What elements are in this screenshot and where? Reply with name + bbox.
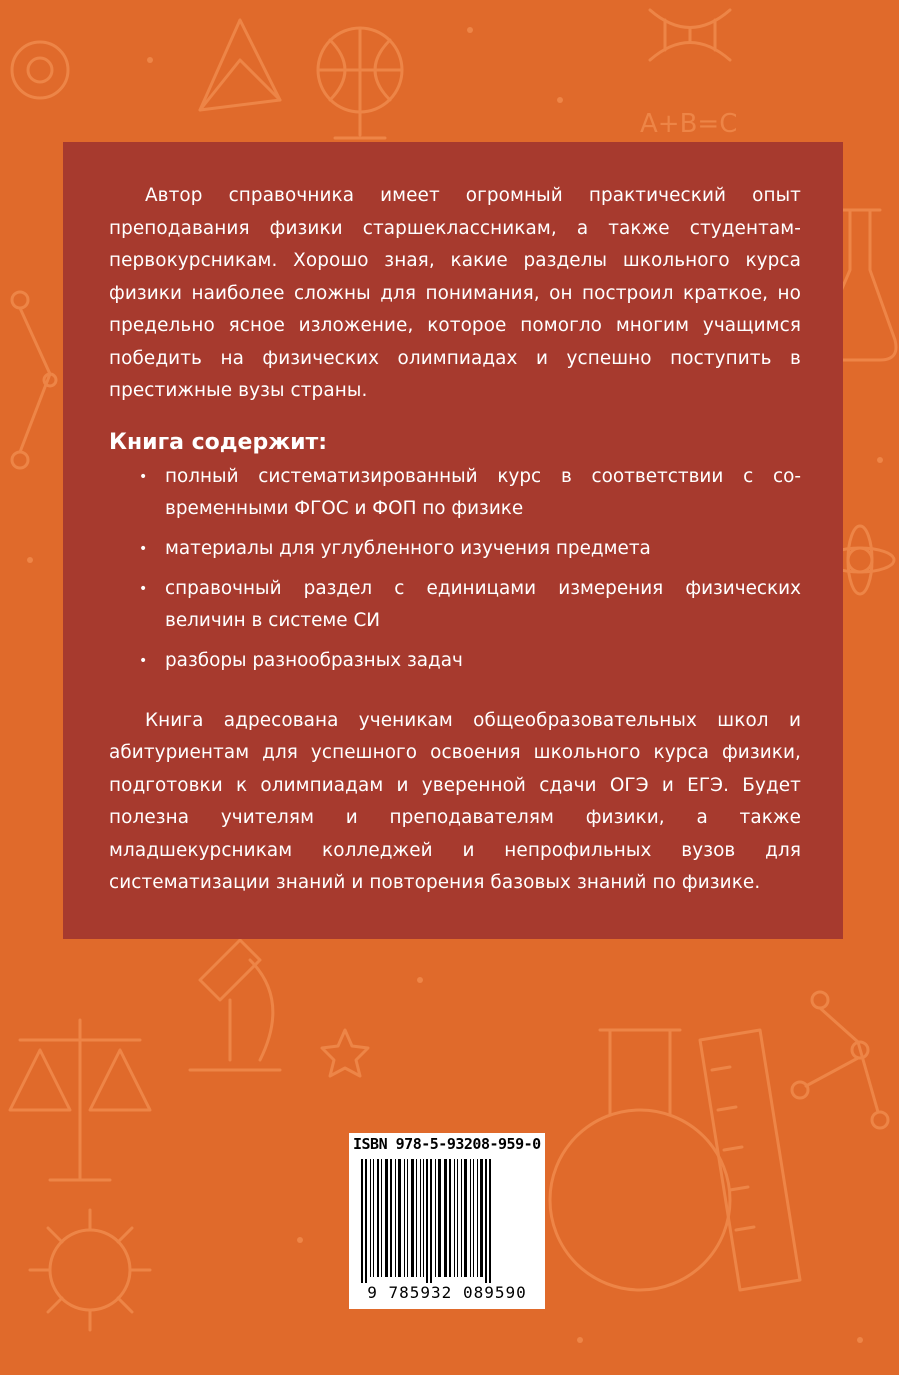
barcode-bar (449, 1159, 451, 1277)
barcode-bar (489, 1159, 491, 1283)
barcode-bar (470, 1159, 471, 1277)
barcode-bar (464, 1159, 467, 1277)
virus-icon (30, 1210, 150, 1330)
audience-paragraph: Книга адресована ученикам общеобразовательных школ и абитуриентам для успешного освоения школьного курса физики, подготовки к олимпиадам и уверенной сдачи ОГЭ и ЕГЭ. Будет полезна учителям и преподавателям физики, а также младшекурсникам колледжей и непрофильных вузов для систематизации знаний и повторения базовых знаний по физике. (109, 709, 801, 893)
round-flask-icon (550, 1030, 730, 1290)
barcode-bar (407, 1159, 408, 1277)
barcode-bar (423, 1159, 424, 1277)
list-item: • полный систематизированный курс в соответствии с современными ФГОС и ФОП по физике (139, 461, 801, 525)
barcode-bar (365, 1159, 367, 1283)
molecule-icon (12, 292, 56, 468)
bullet-icon: • (139, 468, 148, 485)
barcode-bar (457, 1159, 458, 1277)
description-panel (63, 142, 843, 939)
intro-paragraph: Автор справочника имеет огромный практический опыт преподавания физики старшеклассникам, а также студентам-первокурсникам. Хорошо зная, какие разделы школьного курса физики наиболее сложны для понимания, он построил краткое, но предельно ясное изложение, которое помогло многим учащимся победить на физических олимпиадах и успешно поступить в престижные вузы страны. (109, 185, 801, 401)
barcode-bar (398, 1159, 401, 1277)
isbn-barcode (349, 1133, 545, 1309)
contents-heading: Книга содержит: (109, 429, 328, 455)
barcode-bar (385, 1159, 388, 1277)
barcode-bar (404, 1159, 405, 1277)
scale-icon (10, 1020, 150, 1180)
barcode-bar (411, 1159, 414, 1277)
list-item: • разборы разнообразных задач (139, 645, 801, 677)
barcode-digits: 9 785932 089590 (367, 1283, 527, 1302)
barcode-bar (435, 1159, 436, 1277)
barcode-bar (444, 1159, 447, 1277)
barcode-bar (480, 1159, 483, 1277)
formula-text: A+B=C (640, 109, 738, 139)
list-item: • материалы для углубленного изучения предмета (139, 533, 801, 565)
pyramid-icon (200, 20, 280, 110)
barcode-bar (473, 1159, 474, 1277)
contents-list (109, 461, 801, 677)
bullet-icon: • (139, 580, 148, 597)
barcode-bars (349, 1155, 545, 1283)
molecule-icon-2 (792, 992, 888, 1128)
barcode-bar (373, 1159, 374, 1277)
barcode-bar (381, 1159, 382, 1277)
microscope-icon (190, 940, 280, 1070)
isbn-label: ISBN 978-5-93208-959-0 (353, 1135, 541, 1153)
globe-icon (318, 28, 402, 138)
barcode-bar (461, 1159, 462, 1277)
barcode-bar (370, 1159, 371, 1277)
barcode-bar (361, 1159, 363, 1283)
barcode-bar (477, 1159, 478, 1277)
barcode-bar (395, 1159, 396, 1277)
barcode-bar (420, 1159, 421, 1277)
barcode-bar (426, 1159, 428, 1283)
barcode-bar (430, 1159, 432, 1283)
barcode-bar (454, 1159, 455, 1277)
barcode-bar (438, 1159, 441, 1277)
barcode-bar (416, 1159, 417, 1277)
barcode-bar (377, 1159, 379, 1277)
list-item: • справочный раздел с единицами измерения физических величин в системе СИ (139, 573, 801, 637)
dna-icon (650, 10, 730, 60)
barcode-bar (485, 1159, 487, 1283)
bullet-icon: • (139, 652, 148, 669)
lens-icon (12, 42, 68, 98)
star-icon (322, 1030, 368, 1076)
barcode-bar (390, 1159, 392, 1277)
bullet-icon: • (139, 540, 148, 557)
